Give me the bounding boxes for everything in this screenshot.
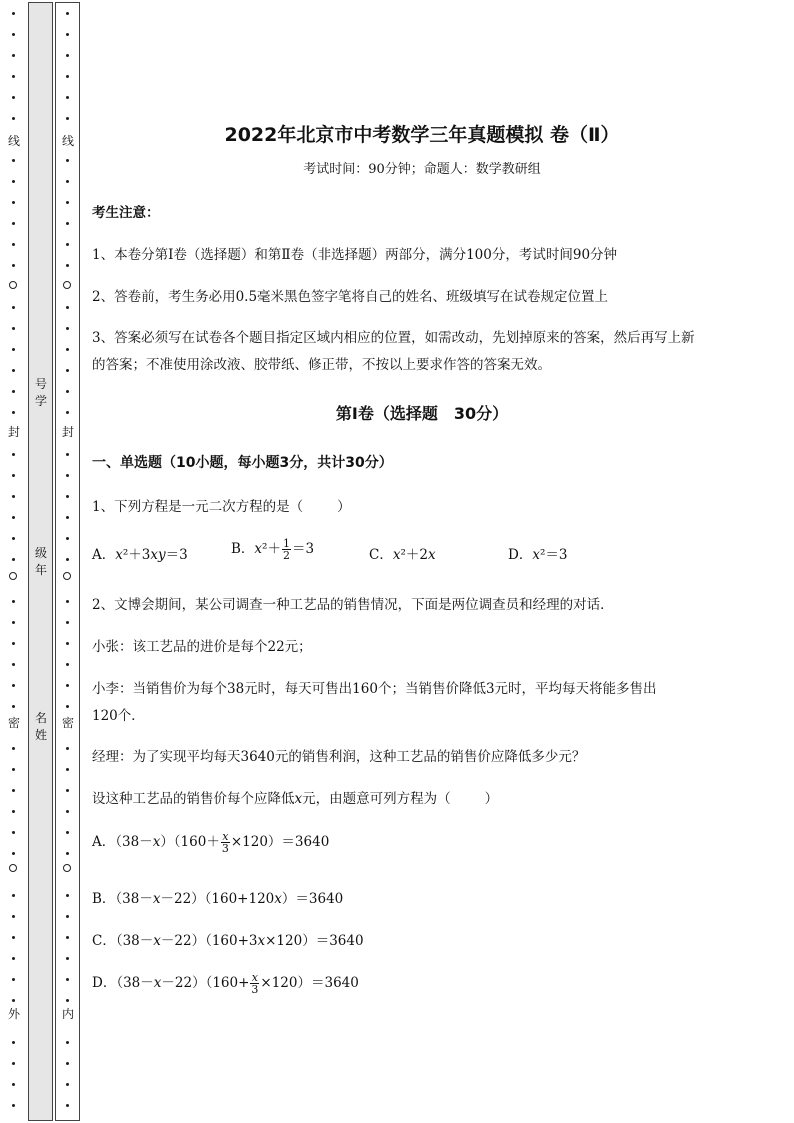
name-label: 名姓: [34, 711, 47, 742]
margin-dot: [66, 894, 69, 897]
math-var: x: [532, 547, 540, 563]
margin-dot: [66, 705, 69, 708]
margin-dot: [12, 831, 15, 834]
margin-dot: [66, 600, 69, 603]
margin-dot: [12, 852, 15, 855]
binding-margin: [0, 0, 84, 1123]
question-2-li: 小李：当销售价为每个38元时，每天可售出160个；当销售价降低3元时，平均每天将能多售出: [92, 681, 657, 697]
margin-dot: [12, 810, 15, 813]
fraction-numerator: x: [222, 830, 229, 843]
margin-dot: [12, 390, 15, 393]
margin-dot: [12, 705, 15, 708]
fraction-denominator: 3: [221, 842, 229, 855]
margin-ring: [9, 572, 17, 580]
margin-char-nei: 内: [61, 1007, 74, 1021]
setup-text: 元，由题意可列方程为（: [302, 791, 451, 807]
margin-dot: [12, 600, 15, 603]
margin-dot: [12, 306, 15, 309]
math-text: B．（38－: [92, 891, 153, 907]
margin-dot: [66, 243, 69, 246]
margin-char-xian-inner: 线: [61, 134, 74, 148]
margin-dot: [66, 495, 69, 498]
option-label: A．: [92, 547, 116, 563]
math-text: ×120）＝3640: [230, 834, 330, 850]
margin-dot: [66, 768, 69, 771]
margin-dot: [12, 33, 15, 36]
margin-dot: [66, 1062, 69, 1065]
question-1-stem: [92, 495, 351, 515]
margin-dot: [12, 894, 15, 897]
margin-dot: [66, 474, 69, 477]
margin-dot: [66, 789, 69, 792]
fraction: [250, 972, 259, 995]
margin-dot: [12, 54, 15, 57]
margin-dot: [66, 96, 69, 99]
margin-dot: [12, 768, 15, 771]
math-text: ²＋3: [122, 547, 151, 563]
math-text: C．（38－: [92, 933, 154, 949]
margin-dot: [66, 117, 69, 120]
margin-char-feng-inner: 封: [61, 425, 74, 439]
option-label: B．: [231, 541, 255, 557]
margin-dot: [66, 852, 69, 855]
margin-dot: [12, 684, 15, 687]
margin-dot: [12, 999, 15, 1002]
margin-dot: [66, 999, 69, 1002]
math-var: x: [152, 834, 161, 850]
question-2-setup: [92, 787, 498, 807]
math-var: x: [274, 891, 282, 907]
math-text: ²＋2: [400, 547, 428, 563]
margin-dot: [12, 558, 15, 561]
section-heading: 一、单选题（10小题，每小题3分，共计30分）: [92, 455, 393, 471]
math-text: －22）（160+: [161, 975, 250, 991]
margin-dot: [66, 621, 69, 624]
margin-dot: [12, 327, 15, 330]
math-var: x: [294, 791, 303, 807]
notice-item-1: 1、本卷分第Ⅰ卷（选择题）和第Ⅱ卷（非选择题）两部分，满分100分，考试时间90分钟: [92, 247, 618, 263]
margin-dot: [12, 12, 15, 15]
math-text: ²＝3: [539, 547, 568, 563]
option-label: D．: [508, 547, 533, 563]
fraction-denominator: 3: [251, 983, 259, 996]
q2-option-d[interactable]: [92, 971, 359, 995]
margin-ring: [9, 864, 17, 872]
margin-ring: [63, 864, 71, 872]
margin-dot: [12, 117, 15, 120]
math-text: －22）（160+120: [160, 891, 275, 907]
margin-dot: [12, 747, 15, 750]
margin-dot: [66, 1104, 69, 1107]
margin-dot: [12, 348, 15, 351]
margin-char-mi-inner: 密: [61, 716, 74, 730]
margin-dot: [66, 54, 69, 57]
margin-dot: [12, 201, 15, 204]
margin-dot: [12, 516, 15, 519]
margin-dot: [66, 327, 69, 330]
question-2-zhang: 小张：该工艺品的进价是每个22元；: [92, 639, 312, 655]
math-var: x: [153, 933, 161, 949]
outer-dot-line: [4, 0, 24, 1123]
margin-dot: [66, 516, 69, 519]
math-var: xy: [150, 547, 166, 563]
margin-dot: [66, 537, 69, 540]
notice-item-3: 3、答案必须写在试卷各个题目指定区域内相应的位置，如需改动，先划掉原来的答案，然后再写上新: [92, 330, 695, 346]
grade-label: 级年: [34, 546, 47, 577]
margin-dot: [66, 453, 69, 456]
question-1-text: 1、下列方程是一元二次方程的是（: [92, 499, 304, 515]
math-text: ²＋: [262, 541, 281, 557]
q1-option-a[interactable]: [92, 543, 188, 563]
margin-dot: [12, 621, 15, 624]
margin-char-xian: 线: [7, 134, 20, 148]
notice-item-3-cont: 的答案；不准使用涂改液、胶带纸、修正带，不按以上要求作答的答案无效。: [92, 357, 551, 373]
margin-ring: [63, 572, 71, 580]
margin-dot: [12, 789, 15, 792]
exam-title: 2022年北京市中考数学三年真题模拟 卷（Ⅱ）: [224, 124, 620, 146]
margin-dot: [66, 180, 69, 183]
fraction-numerator: 1: [282, 537, 290, 550]
question-1-close: ）: [337, 499, 351, 515]
math-var: x: [115, 547, 123, 563]
margin-dot: [66, 957, 69, 960]
margin-ring: [9, 281, 17, 289]
margin-dot: [66, 201, 69, 204]
margin-dot: [66, 159, 69, 162]
math-var: x: [257, 933, 266, 949]
margin-dot: [66, 33, 69, 36]
margin-dot: [66, 936, 69, 939]
margin-dot: [66, 663, 69, 666]
math-var: x: [152, 891, 161, 907]
math-var: x: [254, 541, 263, 557]
margin-dot: [66, 348, 69, 351]
margin-dot: [66, 1083, 69, 1086]
fraction-denominator: 2: [282, 549, 290, 562]
margin-dot: [66, 390, 69, 393]
math-text: ）（160＋: [160, 834, 220, 850]
margin-dot: [12, 936, 15, 939]
margin-dot: [12, 222, 15, 225]
margin-char-mi: 密: [7, 716, 20, 730]
setup-text: 设这种工艺品的销售价每个应降低: [92, 791, 295, 807]
margin-dot: [12, 642, 15, 645]
margin-dot: [66, 222, 69, 225]
margin-dot: [66, 306, 69, 309]
fraction-numerator: x: [251, 971, 259, 984]
math-text: ×120）＝3640: [265, 933, 364, 949]
math-var: x: [427, 547, 436, 563]
math-var: x: [392, 547, 401, 563]
option-label: C．: [369, 547, 393, 563]
q1-option-d[interactable]: [508, 543, 567, 563]
margin-dot: [12, 1083, 15, 1086]
q2-option-a[interactable]: [92, 830, 329, 854]
margin-dot: [12, 957, 15, 960]
margin-dot: [66, 411, 69, 414]
margin-dot: [66, 558, 69, 561]
margin-dot: [66, 831, 69, 834]
notice-heading: 考生注意：: [92, 205, 160, 221]
math-text: ＝3: [291, 541, 315, 557]
inner-dot-line: [58, 0, 78, 1123]
margin-dot: [12, 537, 15, 540]
margin-dot: [12, 663, 15, 666]
margin-dot: [12, 915, 15, 918]
margin-dot: [12, 978, 15, 981]
margin-dot: [12, 411, 15, 414]
question-2-stem: 2、文博会期间，某公司调查一种工艺品的销售情况，下面是两位调查员和经理的对话．: [92, 597, 614, 613]
margin-dot: [66, 747, 69, 750]
margin-dot: [12, 75, 15, 78]
q2-option-c[interactable]: [92, 929, 364, 949]
margin-dot: [12, 495, 15, 498]
margin-dot: [66, 1041, 69, 1044]
math-text: ×120）＝3640: [260, 975, 359, 991]
fraction: [221, 831, 230, 854]
math-text: －22）（160+3: [160, 933, 258, 949]
math-text: A．（38－: [92, 834, 153, 850]
math-text: ＝3: [165, 547, 188, 563]
margin-dot: [66, 12, 69, 15]
q1-option-b[interactable]: [231, 537, 314, 561]
setup-close: ）: [484, 791, 499, 807]
part-title: 第Ⅰ卷（选择题 30分）: [335, 404, 509, 423]
q1-option-c[interactable]: [369, 543, 436, 563]
margin-dot: [66, 810, 69, 813]
margin-char-feng: 封: [7, 425, 20, 439]
margin-dot: [12, 1062, 15, 1065]
margin-dot: [12, 369, 15, 372]
margin-dot: [66, 369, 69, 372]
margin-dot: [12, 264, 15, 267]
student-id-label: 号学: [34, 377, 47, 408]
margin-dot: [66, 915, 69, 918]
margin-dot: [66, 642, 69, 645]
margin-ring: [63, 281, 71, 289]
exam-subtitle: 考试时间：90分钟；命题人：数学教研组: [303, 162, 541, 177]
margin-dot: [66, 684, 69, 687]
margin-dot: [66, 978, 69, 981]
margin-dot: [12, 159, 15, 162]
question-2-li-cont: 120个．: [92, 708, 145, 724]
fraction: [282, 538, 291, 561]
margin-dot: [12, 474, 15, 477]
math-text: ）＝3640: [281, 891, 344, 907]
margin-dot: [12, 243, 15, 246]
math-text: D．（38－: [92, 975, 154, 991]
margin-dot: [12, 180, 15, 183]
margin-dot: [66, 75, 69, 78]
margin-dot: [12, 1041, 15, 1044]
question-2-manager: 经理：为了实现平均每天3640元的销售利润，这种工艺品的销售价应降低多少元？: [92, 749, 586, 765]
margin-char-wai: 外: [7, 1007, 20, 1021]
math-var: x: [153, 975, 162, 991]
margin-dot: [12, 453, 15, 456]
q2-option-b[interactable]: [92, 887, 343, 907]
notice-item-2: 2、答卷前，考生务必用0.5毫米黑色签字笔将自己的姓名、班级填写在试卷规定位置上: [92, 289, 609, 305]
margin-dot: [12, 96, 15, 99]
margin-dot: [12, 1104, 15, 1107]
margin-dot: [66, 264, 69, 267]
